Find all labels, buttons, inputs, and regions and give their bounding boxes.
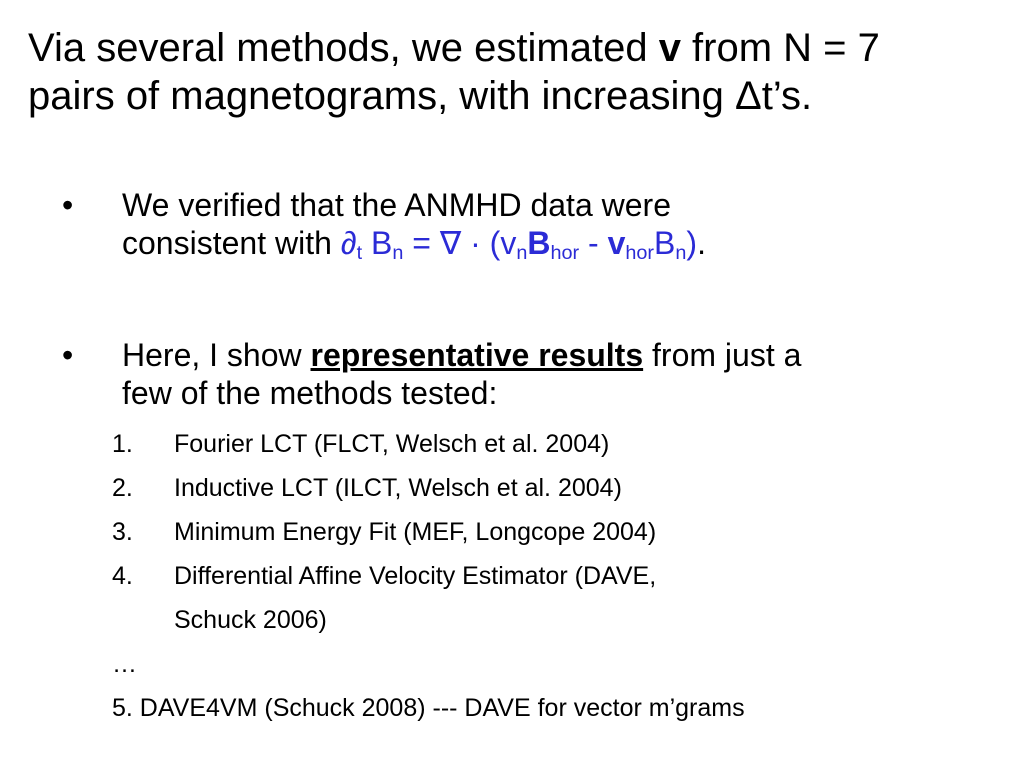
eq-b-sub: n xyxy=(392,241,404,264)
eq-bold-b: B xyxy=(527,225,551,261)
bullet-representative xyxy=(62,336,1002,416)
bullet-verified-line-1: We verified that the ANMHD data were xyxy=(122,187,671,223)
slide-title xyxy=(28,24,1008,120)
representative-results-emphasis: representative results xyxy=(310,337,644,373)
eq-b2: B xyxy=(654,225,676,261)
list-item xyxy=(112,422,1012,466)
bullet-representative-line-2: few of the methods tested: xyxy=(122,375,498,411)
list-text-continued: Schuck 2006) xyxy=(174,606,327,634)
list-text: Inductive LCT (ILCT, Welsch et al. 2004) xyxy=(174,474,622,502)
list-number: 4. xyxy=(112,562,133,590)
eq-bold-v-sub: hor xyxy=(625,241,655,264)
bullet-verified-line-2 xyxy=(122,224,1002,262)
eq-b2-sub: n xyxy=(675,241,687,264)
ellipsis-text: … xyxy=(112,650,137,678)
title-velocity-symbol: v xyxy=(658,26,681,70)
eq-minus: - xyxy=(579,225,608,261)
title-text-end: from N = 7 xyxy=(680,26,880,70)
eq-bold-v: v xyxy=(607,225,626,261)
bullet-marker: • xyxy=(62,187,74,223)
dave4vm-text: 5. DAVE4VM (Schuck 2008) --- DAVE for vector m’grams xyxy=(112,694,745,722)
bullet-representative-tail: from just a xyxy=(643,337,802,373)
bullet-verified xyxy=(62,186,1002,266)
list-item xyxy=(112,510,1012,554)
bullet-verified-text xyxy=(122,186,1002,262)
eq-v-sub: n xyxy=(516,241,528,264)
title-text: Via several methods, we estimated xyxy=(28,26,659,70)
list-text: Differential Affine Velocity Estimator (DAVE, xyxy=(174,562,657,590)
list-text: Minimum Energy Fit (MEF, Longcope 2004) xyxy=(174,518,657,546)
list-item xyxy=(112,466,1012,510)
list-item-dave4vm xyxy=(112,686,1012,730)
induction-equation xyxy=(340,225,698,264)
eq-b: B xyxy=(362,225,393,261)
title-line-1 xyxy=(28,24,1008,72)
list-number: 3. xyxy=(112,518,133,546)
bullet-marker: • xyxy=(62,337,74,373)
eq-close: ) xyxy=(686,225,698,261)
title-line-2: pairs of magnetograms, with increasing Δt’s. xyxy=(28,74,813,118)
list-item-continuation xyxy=(112,598,1012,642)
eq-nabla: = ∇ · (v xyxy=(403,225,517,261)
methods-list xyxy=(112,422,1012,730)
bullet-verified-lead: consistent with xyxy=(122,225,341,261)
list-text: Fourier LCT (FLCT, Welsch et al. 2004) xyxy=(174,430,610,458)
list-ellipsis xyxy=(112,642,1012,686)
bullet-verified-period: . xyxy=(697,225,706,261)
list-number: 1. xyxy=(112,430,133,458)
eq-bold-b-sub: hor xyxy=(550,241,580,264)
eq-partial: ∂ xyxy=(340,225,357,261)
eq-partial-sub: t xyxy=(356,241,363,264)
list-item xyxy=(112,554,1012,598)
bullet-representative-line-1 xyxy=(122,336,1002,374)
bullet-representative-text xyxy=(122,336,1002,412)
list-number: 2. xyxy=(112,474,133,502)
bullet-representative-lead: Here, I show xyxy=(122,337,311,373)
